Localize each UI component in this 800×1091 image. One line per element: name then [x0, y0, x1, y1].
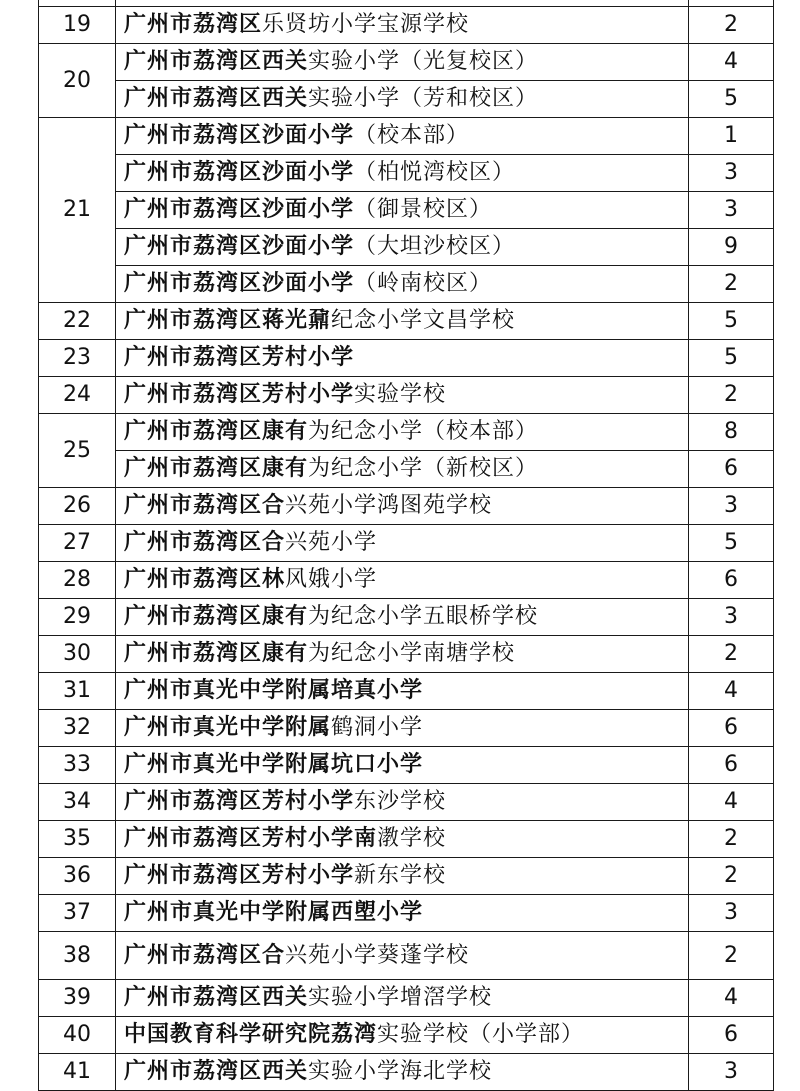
school-name: 广州市真光中学附属坑口小学	[116, 747, 689, 784]
table-row	[39, 266, 774, 303]
quota-count: 3	[689, 155, 774, 192]
row-number: 26	[39, 488, 116, 525]
table-row	[39, 858, 774, 895]
school-quota-table	[38, 0, 774, 1091]
school-name: 广州市荔湾区康有为纪念小学（新校区）	[116, 451, 689, 488]
school-name: 广州市荔湾区西关实验小学（芳和校区）	[116, 81, 689, 118]
table-row	[39, 81, 774, 118]
quota-count: 6	[689, 710, 774, 747]
row-number: 23	[39, 340, 116, 377]
quota-count: 5	[689, 303, 774, 340]
table-row	[39, 1017, 774, 1054]
row-number: 20	[39, 44, 116, 118]
quota-count: 9	[689, 229, 774, 266]
school-name: 广州市真光中学附属培真小学	[116, 673, 689, 710]
table-row	[39, 340, 774, 377]
row-number: 37	[39, 895, 116, 932]
table-row	[39, 599, 774, 636]
quota-count: 5	[689, 81, 774, 118]
quota-count: 8	[689, 414, 774, 451]
table-row	[39, 784, 774, 821]
school-name: 广州市荔湾区芳村小学东沙学校	[116, 784, 689, 821]
school-name: 广州市荔湾区沙面小学（柏悦湾校区）	[116, 155, 689, 192]
row-number: 28	[39, 562, 116, 599]
table-row	[39, 303, 774, 340]
quota-count: 3	[689, 1054, 774, 1091]
school-name: 广州市真光中学附属西塱小学	[116, 895, 689, 932]
quota-count: 6	[689, 1017, 774, 1054]
row-number: 25	[39, 414, 116, 488]
school-name: 广州市荔湾区林风娥小学	[116, 562, 689, 599]
school-name: 广州市荔湾区康有为纪念小学（校本部）	[116, 414, 689, 451]
quota-count: 4	[689, 784, 774, 821]
table-row	[39, 562, 774, 599]
school-name: 广州市荔湾区芳村小学实验学校	[116, 377, 689, 414]
table-row	[39, 118, 774, 155]
table-row	[39, 895, 774, 932]
school-name: 中国教育科学研究院荔湾实验学校（小学部）	[116, 1017, 689, 1054]
table-row	[39, 710, 774, 747]
school-name: 广州市荔湾区沙面小学（大坦沙校区）	[116, 229, 689, 266]
school-name: 广州市荔湾区康有为纪念小学五眼桥学校	[116, 599, 689, 636]
table-row	[39, 821, 774, 858]
row-number: 35	[39, 821, 116, 858]
school-name: 广州市荔湾区沙面小学（岭南校区）	[116, 266, 689, 303]
quota-count: 3	[689, 192, 774, 229]
quota-count: 3	[689, 895, 774, 932]
row-number: 21	[39, 118, 116, 303]
school-name: 广州市荔湾区芳村小学	[116, 340, 689, 377]
quota-count: 4	[689, 980, 774, 1017]
table-row	[39, 747, 774, 784]
school-name: 广州市荔湾区西关实验小学（光复校区）	[116, 44, 689, 81]
school-name: 广州市荔湾区沙面小学（御景校区）	[116, 192, 689, 229]
row-number: 27	[39, 525, 116, 562]
quota-count: 5	[689, 525, 774, 562]
school-name: 广州市荔湾区合兴苑小学鸿图苑学校	[116, 488, 689, 525]
quota-count: 3	[689, 488, 774, 525]
school-name: 广州市荔湾区沙面小学（校本部）	[116, 118, 689, 155]
quota-count: 2	[689, 377, 774, 414]
quota-count: 6	[689, 747, 774, 784]
row-number: 29	[39, 599, 116, 636]
row-number: 41	[39, 1054, 116, 1091]
school-name: 广州市荔湾区西关实验小学海北学校	[116, 1054, 689, 1091]
school-name: 广州市荔湾区合兴苑小学	[116, 525, 689, 562]
table-row	[39, 377, 774, 414]
table-row	[39, 673, 774, 710]
school-name: 广州市荔湾区合兴苑小学葵蓬学校	[116, 932, 689, 980]
school-name: 广州市真光中学附属鹤洞小学	[116, 710, 689, 747]
row-number: 24	[39, 377, 116, 414]
table-row	[39, 1054, 774, 1091]
table-row	[39, 192, 774, 229]
table-row	[39, 414, 774, 451]
row-number: 19	[39, 7, 116, 44]
row-number: 34	[39, 784, 116, 821]
table-row	[39, 932, 774, 980]
table-row	[39, 44, 774, 81]
school-name: 广州市荔湾区芳村小学新东学校	[116, 858, 689, 895]
row-number: 31	[39, 673, 116, 710]
row-number: 33	[39, 747, 116, 784]
quota-count: 2	[689, 7, 774, 44]
table-row	[39, 229, 774, 266]
table-row	[39, 155, 774, 192]
quota-count: 2	[689, 266, 774, 303]
school-name: 广州市荔湾区西关实验小学增滘学校	[116, 980, 689, 1017]
quota-count: 2	[689, 858, 774, 895]
row-number: 38	[39, 932, 116, 980]
school-name: 广州市荔湾区乐贤坊小学宝源学校	[116, 7, 689, 44]
school-name: 广州市荔湾区芳村小学南漖学校	[116, 821, 689, 858]
quota-count: 6	[689, 451, 774, 488]
quota-count: 1	[689, 118, 774, 155]
table-row	[39, 488, 774, 525]
table-row	[39, 451, 774, 488]
row-number: 36	[39, 858, 116, 895]
quota-count: 2	[689, 932, 774, 980]
table-row	[39, 7, 774, 44]
school-name: 广州市荔湾区蒋光鼐纪念小学文昌学校	[116, 303, 689, 340]
row-number: 32	[39, 710, 116, 747]
school-name: 广州市荔湾区康有为纪念小学南塘学校	[116, 636, 689, 673]
quota-count: 2	[689, 636, 774, 673]
table-row	[39, 636, 774, 673]
quota-count: 4	[689, 673, 774, 710]
quota-count: 4	[689, 44, 774, 81]
row-number: 39	[39, 980, 116, 1017]
quota-count: 2	[689, 821, 774, 858]
table-row	[39, 980, 774, 1017]
quota-count: 6	[689, 562, 774, 599]
table-row	[39, 525, 774, 562]
quota-count: 3	[689, 599, 774, 636]
row-number: 40	[39, 1017, 116, 1054]
quota-count: 5	[689, 340, 774, 377]
row-number: 30	[39, 636, 116, 673]
row-number: 22	[39, 303, 116, 340]
